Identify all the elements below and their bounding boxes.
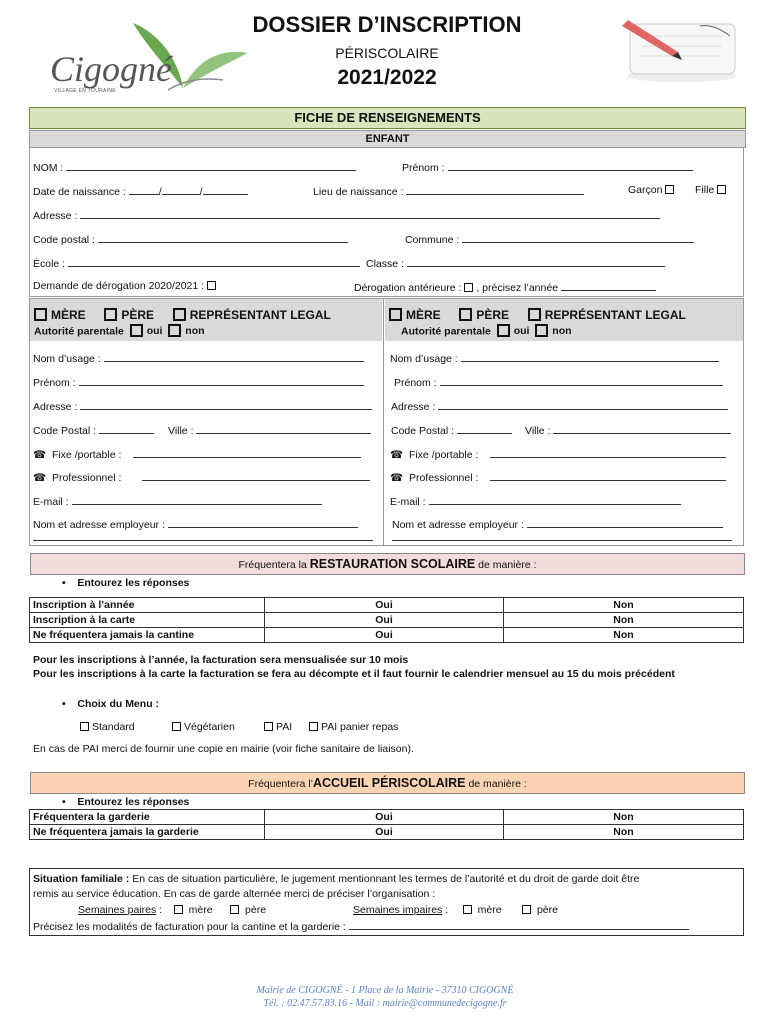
nom-usage-label: Nom d’usage : [33, 353, 101, 365]
fixe-label: Fixe /portable : [408, 449, 479, 461]
semaines-paires-row: Semaines paires : mère père [78, 904, 267, 916]
email-label: E-mail : [390, 496, 426, 508]
ville-label: Ville : [168, 425, 194, 437]
parent2-code-postal-field[interactable] [391, 423, 512, 437]
accueil-table [29, 809, 744, 840]
row-label: Ne fréquentera jamais la garderie [30, 825, 265, 840]
accueil-entourez [62, 796, 189, 808]
child-lieu-naissance-field[interactable] [313, 184, 584, 198]
menu-vegetarien-checkbox[interactable] [172, 721, 235, 733]
parent2-pro-field[interactable] [390, 470, 726, 484]
parent1-code-postal-field[interactable] [33, 423, 154, 437]
mere-label: MÈRE [51, 308, 86, 322]
parent1-fixe-field[interactable] [33, 447, 361, 461]
parent1-autorite-non[interactable] [168, 325, 204, 337]
adresse-label: Adresse : [33, 401, 78, 413]
parent2-autorite-row [401, 325, 572, 338]
parent2-autorite-non[interactable] [535, 325, 571, 337]
parent1-rep-checkbox[interactable] [173, 308, 331, 322]
child-ecole-label: École : [33, 258, 66, 270]
child-nom-label: NOM : [33, 162, 64, 174]
accueil-banner [30, 772, 745, 794]
parent2-email-field[interactable] [390, 494, 681, 508]
restauration-table [29, 597, 744, 643]
checkbox-icon [168, 324, 181, 337]
page-subtitle: PÉRISCOLAIRE [335, 45, 439, 61]
email-label: E-mail : [33, 496, 69, 508]
parent2-employeur-field[interactable] [392, 517, 723, 531]
oui-option[interactable]: Oui [265, 825, 504, 840]
rep-label: REPRÉSENTANT LEGAL [189, 308, 331, 322]
oui-option[interactable]: Oui [265, 613, 504, 628]
parent2-fixe-field[interactable] [390, 447, 726, 461]
child-prenom-field[interactable] [402, 160, 693, 174]
parent1-employeur-line2[interactable] [33, 540, 373, 541]
parent2-nom-usage-field[interactable] [390, 351, 719, 365]
cp-label: Code Postal : [33, 425, 97, 437]
table-row [30, 810, 744, 825]
page-title: DOSSIER D’INSCRIPTION [252, 12, 522, 37]
nom-usage-label: Nom d’usage : [390, 353, 458, 365]
restauration-banner-highlight: RESTAURATION SCOLAIRE [309, 557, 476, 571]
parent1-employeur-field[interactable] [33, 517, 358, 531]
row-label: Ne fréquentera jamais la cantine [30, 628, 265, 643]
menu-standard-checkbox[interactable] [80, 721, 135, 733]
row-label: Inscription à l’année [30, 598, 265, 613]
non-option[interactable]: Non [504, 810, 744, 825]
accueil-banner-pre: Fréquentera l’ [248, 778, 313, 790]
phone-icon: ☎ [390, 449, 404, 461]
checkbox-icon [172, 722, 181, 731]
parent2-mere-checkbox[interactable] [389, 308, 441, 322]
entourez-label: Entourez les réponses [77, 796, 190, 808]
checkbox-icon [528, 308, 541, 321]
parent1-ville-field[interactable] [168, 423, 371, 437]
checkbox-icon [497, 324, 510, 337]
menu-vegetarien-label: Végétarien [184, 721, 235, 733]
notepad-pencil-icon [612, 14, 742, 84]
cp-label: Code Postal : [391, 425, 455, 437]
checkbox-icon [717, 185, 726, 194]
restauration-banner [30, 553, 745, 575]
fixe-label: Fixe /portable : [51, 449, 122, 461]
child-adresse-field[interactable] [33, 208, 660, 222]
facturation-note-2: Pour les inscriptions à la carte la facturation se fera au décompte et il faut fournir le calendrier mensuel au 15 du mois précédent [33, 668, 675, 680]
oui-label: oui [513, 325, 530, 338]
autorite-label: Autorité parentale [34, 325, 124, 338]
fiche-header: FICHE DE RENSEIGNEMENTS [29, 107, 746, 129]
parent2-autorite-oui[interactable] [497, 325, 530, 337]
prenom-label: Prénom : [394, 377, 437, 389]
row-label: Inscription à la carte [30, 613, 265, 628]
parent2-rep-checkbox[interactable] [528, 308, 686, 322]
parent1-autorite-oui[interactable] [130, 325, 163, 337]
non-label: non [185, 325, 205, 338]
fille-label: Fille [695, 184, 715, 196]
parent1-autorite-row [34, 325, 205, 338]
pere-label: PÈRE [121, 308, 155, 322]
child-commune-label: Commune : [405, 234, 460, 246]
child-classe-label: Classe : [366, 258, 404, 270]
parent2-role-row [389, 308, 686, 322]
oui-option[interactable]: Oui [265, 628, 504, 643]
impaires-mere-checkbox[interactable]: mère [463, 904, 502, 916]
checkbox-icon [34, 308, 47, 321]
footer-contact: Tél. : 02.47.57.83.16 - Mail : mairie@communedecigogne.fr [263, 998, 507, 1009]
non-label: non [552, 325, 572, 338]
child-code-postal-field[interactable] [33, 232, 348, 246]
enfant-header: ENFANT [29, 130, 746, 148]
modalites-field[interactable] [33, 919, 689, 933]
oui-option[interactable]: Oui [265, 810, 504, 825]
table-row [30, 613, 744, 628]
child-cp-label: Code postal : [33, 234, 95, 246]
menu-pai-checkbox[interactable] [264, 721, 292, 733]
non-option[interactable]: Non [504, 613, 744, 628]
fille-checkbox[interactable] [695, 184, 729, 196]
semaines-impaires-row: Semaines impaires : mère père [353, 904, 558, 916]
parent2-pere-checkbox[interactable] [459, 308, 509, 322]
cigogne-logo [48, 18, 248, 100]
checkbox-icon [665, 185, 674, 194]
checkbox-icon [174, 905, 183, 914]
footer-address: Mairie de CIGOGNÉ - 1 Place de la Mairie - 37310 CIGOGNÉ [256, 985, 514, 996]
checkbox-icon [459, 308, 472, 321]
parent1-pro-field[interactable] [33, 470, 370, 484]
bullet-icon: • [62, 577, 66, 589]
child-nom-field[interactable] [33, 160, 356, 174]
parent1-email-field[interactable] [33, 494, 322, 508]
checkbox-icon [309, 722, 318, 731]
parent1-role-row [34, 308, 331, 322]
bullet-icon: • [62, 698, 66, 710]
parent-divider [383, 299, 384, 545]
checkbox-icon [80, 722, 89, 731]
autorite-label: Autorité parentale [401, 325, 491, 338]
employeur-label: Nom et adresse employeur : [392, 519, 524, 531]
pai-note: En cas de PAI merci de fournir une copie en mairie (voir fiche sanitaire de liaison). [33, 743, 414, 755]
restauration-banner-pre: Fréquentera la [238, 559, 307, 571]
phone-icon: ☎ [33, 472, 47, 484]
entourez-label: Entourez les réponses [77, 577, 190, 589]
child-adresse-label: Adresse : [33, 210, 78, 222]
phone-icon: ☎ [33, 449, 47, 461]
mere-label: MÈRE [406, 308, 441, 322]
table-row [30, 598, 744, 613]
checkbox-icon [230, 905, 239, 914]
child-lieu-label: Lieu de naissance : [313, 186, 404, 198]
menu-pai-label: PAI [276, 721, 293, 733]
child-commune-field[interactable] [405, 232, 694, 246]
logo-subtitle: VILLAGE EN TOURAINE [54, 88, 116, 94]
modalites-label: Précisez les modalités de facturation pour la cantine et la garderie : [33, 921, 346, 933]
situation-label: Situation familiale : [33, 873, 130, 885]
checkbox-icon [535, 324, 548, 337]
parent2-prenom-field[interactable] [394, 375, 723, 389]
parent1-pere-checkbox[interactable] [104, 308, 154, 322]
menu-standard-label: Standard [92, 721, 135, 733]
restauration-banner-post: de manière : [478, 559, 537, 571]
phone-icon: ☎ [390, 472, 404, 484]
paires-mere-checkbox[interactable]: mère [174, 904, 213, 916]
parent1-adresse-field[interactable] [33, 399, 372, 413]
accueil-banner-post: de manière : [468, 778, 527, 790]
non-option[interactable]: Non [504, 825, 744, 840]
child-ecole-field[interactable] [33, 256, 360, 270]
checkbox-icon [464, 283, 473, 292]
row-label: Fréquentera la garderie [30, 810, 265, 825]
garcon-label: Garçon [628, 184, 663, 196]
parent2-adresse-field[interactable] [391, 399, 728, 413]
non-option[interactable]: Non [504, 628, 744, 643]
semaines-paires-label: Semaines paires [78, 904, 157, 916]
parent2-employeur-line2[interactable] [392, 540, 732, 541]
derogation-checkbox[interactable] [33, 280, 219, 292]
oui-label: oui [146, 325, 163, 338]
prenom-label: Prénom : [33, 377, 76, 389]
parent2-ville-field[interactable] [525, 423, 731, 437]
derogation-ant-label: Dérogation antérieure : [354, 282, 462, 294]
parent1-mere-checkbox[interactable] [34, 308, 86, 322]
checkbox-icon [130, 324, 143, 337]
semaines-impaires-label: Semaines impaires [353, 904, 443, 916]
school-year: 2021/2022 [337, 66, 437, 89]
parent1-prenom-field[interactable] [33, 375, 364, 389]
choix-label: Choix du Menu : [77, 698, 160, 710]
parent1-nom-usage-field[interactable] [33, 351, 364, 365]
facturation-note-1: Pour les inscriptions à l’année, la facturation sera mensualisée sur 10 mois [33, 654, 409, 666]
ville-label: Ville : [525, 425, 551, 437]
situation-text-1: En cas de situation particulière, le jugement mentionnant les termes de l’autorité et du droit de garde doit être [132, 873, 640, 885]
pro-label: Professionnel : [408, 472, 479, 484]
child-date-naissance-field[interactable]: Date de naissance : / / [33, 184, 248, 198]
choix-menu [62, 698, 159, 710]
checkbox-icon [173, 308, 186, 321]
impaires-pere-checkbox[interactable]: père [522, 904, 558, 916]
checkbox-icon [389, 308, 402, 321]
paires-pere-checkbox[interactable]: père [230, 904, 266, 916]
precisez-label: , précisez l’année [476, 282, 559, 294]
situation-line-1 [33, 873, 639, 885]
child-prenom-label: Prénom : [402, 162, 445, 174]
restauration-entourez [62, 577, 189, 589]
checkbox-icon [264, 722, 273, 731]
checkbox-icon [104, 308, 117, 321]
checkbox-icon [207, 281, 216, 290]
child-date-label: Date de naissance : [33, 186, 126, 198]
rep-label: REPRÉSENTANT LEGAL [544, 308, 686, 322]
checkbox-icon [463, 905, 472, 914]
adresse-label: Adresse : [391, 401, 436, 413]
derogation-anterieure-field[interactable] [354, 280, 656, 294]
accueil-banner-highlight: ACCUEIL PÉRISCOLAIRE [312, 776, 466, 790]
pro-label: Professionnel : [51, 472, 122, 484]
garcon-checkbox[interactable] [628, 184, 677, 196]
menu-pai-panier-label: PAI panier repas [321, 721, 399, 733]
checkbox-icon [522, 905, 531, 914]
child-classe-field[interactable] [366, 256, 665, 270]
derogation-label: Demande de dérogation 2020/2021 : [33, 280, 205, 292]
table-row [30, 628, 744, 643]
table-row [30, 825, 744, 840]
bullet-icon: • [62, 796, 66, 808]
logo-text: Cigogné [50, 49, 172, 89]
employeur-label: Nom et adresse employeur : [33, 519, 165, 531]
menu-pai-panier-checkbox[interactable] [309, 721, 398, 733]
situation-line-2: remis au service éducation. En cas de garde alternée merci de préciser l’organisation : [33, 888, 436, 900]
oui-option[interactable]: Oui [265, 598, 504, 613]
non-option[interactable]: Non [504, 598, 744, 613]
pere-label: PÈRE [476, 308, 510, 322]
